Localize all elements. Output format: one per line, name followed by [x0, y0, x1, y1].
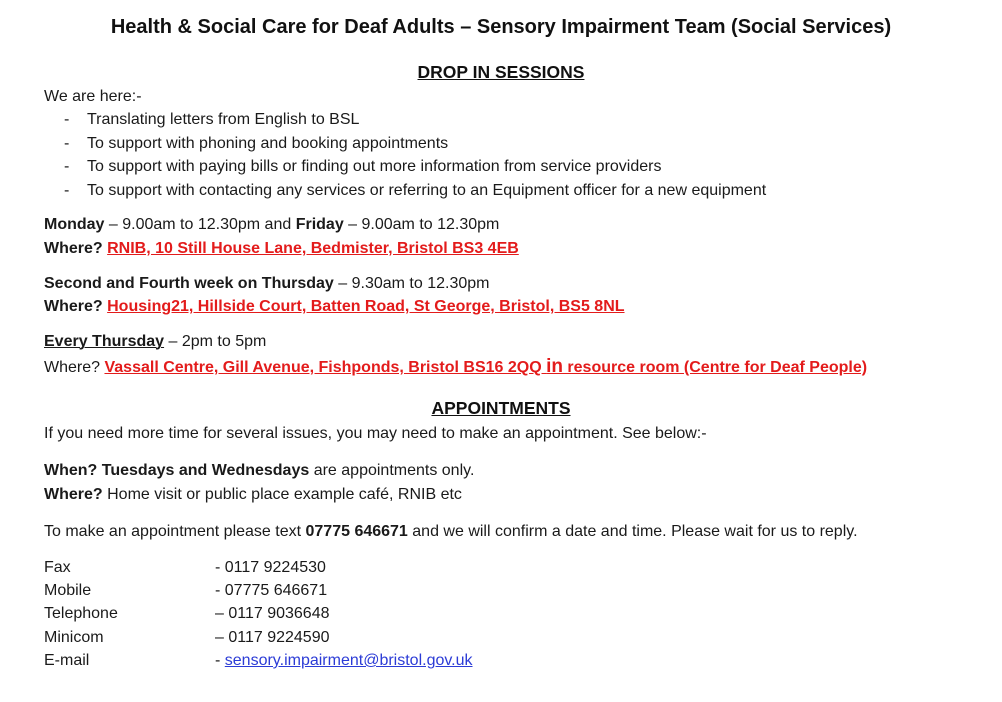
- address-link-housing21[interactable]: Housing21, Hillside Court, Batten Road, St George, Bristol, BS5 8NL: [107, 298, 625, 315]
- address-link-rnib[interactable]: RNIB, 10 Still House Lane, Bedmister, Bristol BS3 4EB: [107, 240, 519, 257]
- list-dash: -: [64, 111, 70, 128]
- list-item: To support with contacting any services or referring to an Equipment officer for a new equipment: [87, 182, 767, 199]
- where-label: Where?: [44, 486, 103, 503]
- contact-label-fax: Fax: [44, 559, 71, 576]
- list-item: Translating letters from English to BSL: [87, 111, 360, 128]
- list-dash: -: [64, 158, 70, 175]
- address-part: Vassall Centre, Gill Avenue, Fishponds, Bristol BS16 2QQ: [104, 359, 547, 376]
- where-text: Home visit or public place example café, RNIB etc: [102, 486, 462, 503]
- list-item: To support with phoning and booking appointments: [87, 135, 449, 152]
- session-day: Monday: [44, 216, 105, 233]
- contact-value-email: [215, 651, 473, 671]
- when-label: When? Tuesdays and Wednesdays: [44, 462, 310, 479]
- text-number: 07775 646671: [305, 523, 408, 540]
- session-every-thursday: [44, 332, 266, 352]
- session-time: – 2pm to 5pm: [164, 333, 267, 350]
- email-prefix: -: [215, 652, 225, 669]
- text-post: and we will confirm a date and time. Please wait for us to reply.: [407, 523, 858, 540]
- drop-in-intro: We are here:-: [44, 88, 142, 105]
- where-label: Where?: [44, 298, 103, 315]
- session-time: – 9.00am to 12.30pm and: [104, 216, 296, 233]
- address-link-vassall[interactable]: [104, 356, 868, 377]
- session-day: Every Thursday: [44, 333, 165, 350]
- text-pre: To make an appointment please text: [44, 523, 306, 540]
- address-part: in: [546, 356, 563, 377]
- list-dash: -: [64, 182, 70, 199]
- contact-value-fax: - 0117 9224530: [215, 559, 326, 576]
- contact-label-email: E-mail: [44, 652, 90, 669]
- appointments-where: [44, 485, 462, 505]
- session-monday-friday-where: [44, 239, 519, 259]
- email-link[interactable]: sensory.impairment@bristol.gov.uk: [224, 652, 473, 669]
- session-second-fourth-thursday: [44, 274, 489, 294]
- drop-in-heading: DROP IN SESSIONS: [417, 62, 585, 82]
- appointments-heading: APPOINTMENTS: [431, 398, 571, 418]
- session-every-thursday-where: [44, 357, 867, 378]
- contact-label-telephone: Telephone: [44, 605, 118, 622]
- session-time: – 9.30am to 12.30pm: [333, 275, 490, 292]
- list-item: To support with paying bills or finding out more information from service providers: [87, 158, 662, 175]
- contact-value-minicom: – 0117 9224590: [215, 629, 330, 646]
- contact-value-mobile: - 07775 646671: [215, 582, 328, 599]
- session-day: Second and Fourth week on Thursday: [44, 275, 334, 292]
- contact-label-minicom: Minicom: [44, 629, 104, 646]
- page-title: Health & Social Care for Deaf Adults – Sensory Impairment Team (Social Services): [110, 16, 892, 38]
- when-text: are appointments only.: [309, 462, 475, 479]
- contact-value-telephone: – 0117 9036648: [215, 605, 330, 622]
- appointments-text-instructions: [44, 522, 858, 542]
- session-day: Friday: [295, 216, 344, 233]
- session-second-fourth-thursday-where: [44, 297, 625, 317]
- where-label: Where?: [44, 359, 101, 376]
- appointments-when: [44, 461, 474, 481]
- session-monday-friday: [44, 215, 499, 235]
- where-label: Where?: [44, 240, 103, 257]
- list-dash: -: [64, 135, 70, 152]
- session-time: – 9.00am to 12.30pm: [343, 216, 500, 233]
- contact-label-mobile: Mobile: [44, 582, 92, 599]
- address-part: resource room (Centre for Deaf People): [562, 359, 868, 376]
- appointments-intro: If you need more time for several issues, you may need to make an appointment. See below:-: [44, 425, 707, 442]
